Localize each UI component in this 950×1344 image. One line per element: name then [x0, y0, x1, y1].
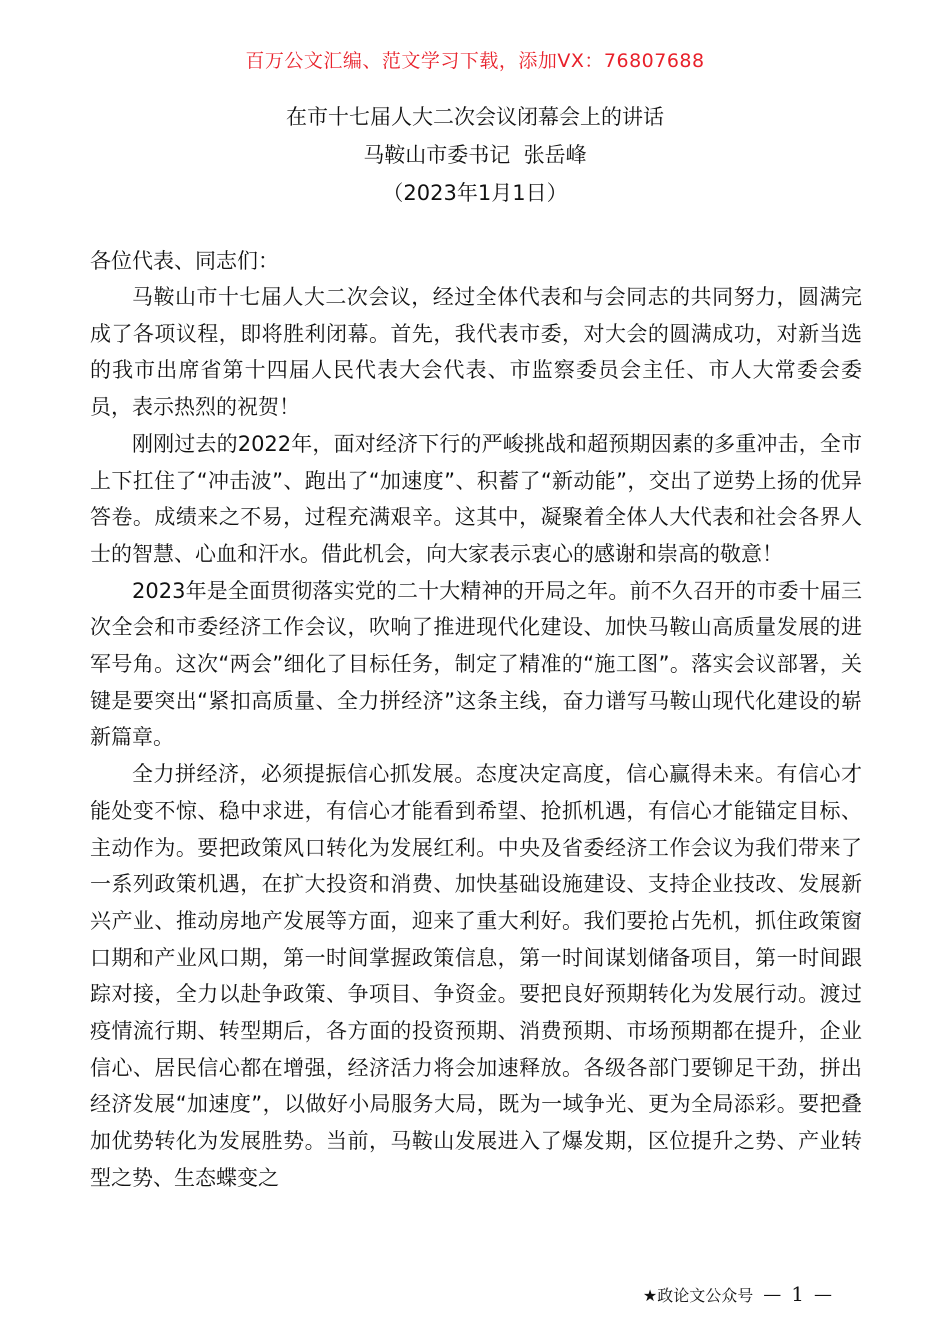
document-header — [0, 98, 950, 212]
document-body — [90, 243, 862, 1197]
paragraph-4: 全力拼经济，必须提振信心抓发展。态度决定高度，信心赢得未来。有信心才能处变不惊、稳中求进，有信心才能看到希望、抢抓机遇，有信心才能锚定目标、主动作为。要把政策风口转化为发展红利。中央及省委经济工作会议为我们带来了一系列政策机遇，在扩大投资和消费、加快基础设施建设、支持企业技改、发展新兴产业、推动房地产发展等方面，迎来了重大利好。我们要抢占先机，抓住政策窗口期和产业风口期，第一时间掌握政策信息，第一时间谋划储备项目，第一时间跟踪对接，全力以赴争政策、争项目、争资金。要把良好预期转化为发展行动。渡过疫情流行期、转型期后，各方面的投资预期、消费预期、市场预期都在提升，企业信心、居民信心都在增强，经济活力将会加速释放。各级各部门要铆足干劲，拼出经济发展“加速度”，以做好小局服务大局，既为一域争光、更为全局添彩。要把叠加优势转化为发展胜势。当前，马鞍山发展进入了爆发期，区位提升之势、产业转型之势、生态蝶变之 — [90, 762, 862, 1190]
watermark-banner: 百万公文汇编、范文学习下载，添加VX：76807688 — [245, 50, 705, 72]
footer-dash-right: — — [814, 1283, 832, 1305]
page-footer — [643, 1282, 832, 1306]
paragraph-3: 2023年是全面贯彻落实党的二十大精神的开局之年。前不久召开的市委十届三次全会和市委经济工作会议，吹响了推进现代化建设、加快马鞍山高质量发展的进军号角。这次“两会”细化了目标任务，制定了精准的“施工图”。落实会议部署，关键是要突出“紧扣高质量、全力拼经济”这条主线，奋力谱写马鞍山现代化建设的崭新篇章。 — [90, 578, 862, 750]
paragraph-2: 刚刚过去的2022年，面对经济下行的严峻挑战和超预期因素的多重冲击，全市上下扛住了“冲击波”、跑出了“加速度”、积蓄了“新动能”，交出了逆势上扬的优异答卷。成绩来之不易，过程充满艰辛。这其中，凝聚着全体人大代表和社会各界人士的智慧、心血和汗水。借此机会，向大家表示衷心的感谢和崇高的敬意！ — [90, 431, 862, 566]
document-date: （2023年1月1日） — [382, 181, 568, 205]
document-author: 马鞍山市委书记 张岳峰 — [363, 143, 587, 167]
page-number: 1 — [791, 1282, 804, 1306]
salutation: 各位代表、同志们： — [90, 249, 279, 273]
footer-dash-left: — — [763, 1283, 782, 1305]
document-title: 在市十七届人大二次会议闭幕会上的讲话 — [286, 105, 664, 129]
paragraph-1: 马鞍山市十七届人大二次会议，经过全体代表和与会同志的共同努力，圆满完成了各项议程，即将胜利闭幕。首先，我代表市委，对大会的圆满成功，对新当选的我市出席省第十四届人民代表大会代表、市监察委员会主任、市人大常委会委员，表示热烈的祝贺！ — [90, 285, 862, 420]
footer-source: ★政论文公众号 — [642, 1285, 754, 1305]
